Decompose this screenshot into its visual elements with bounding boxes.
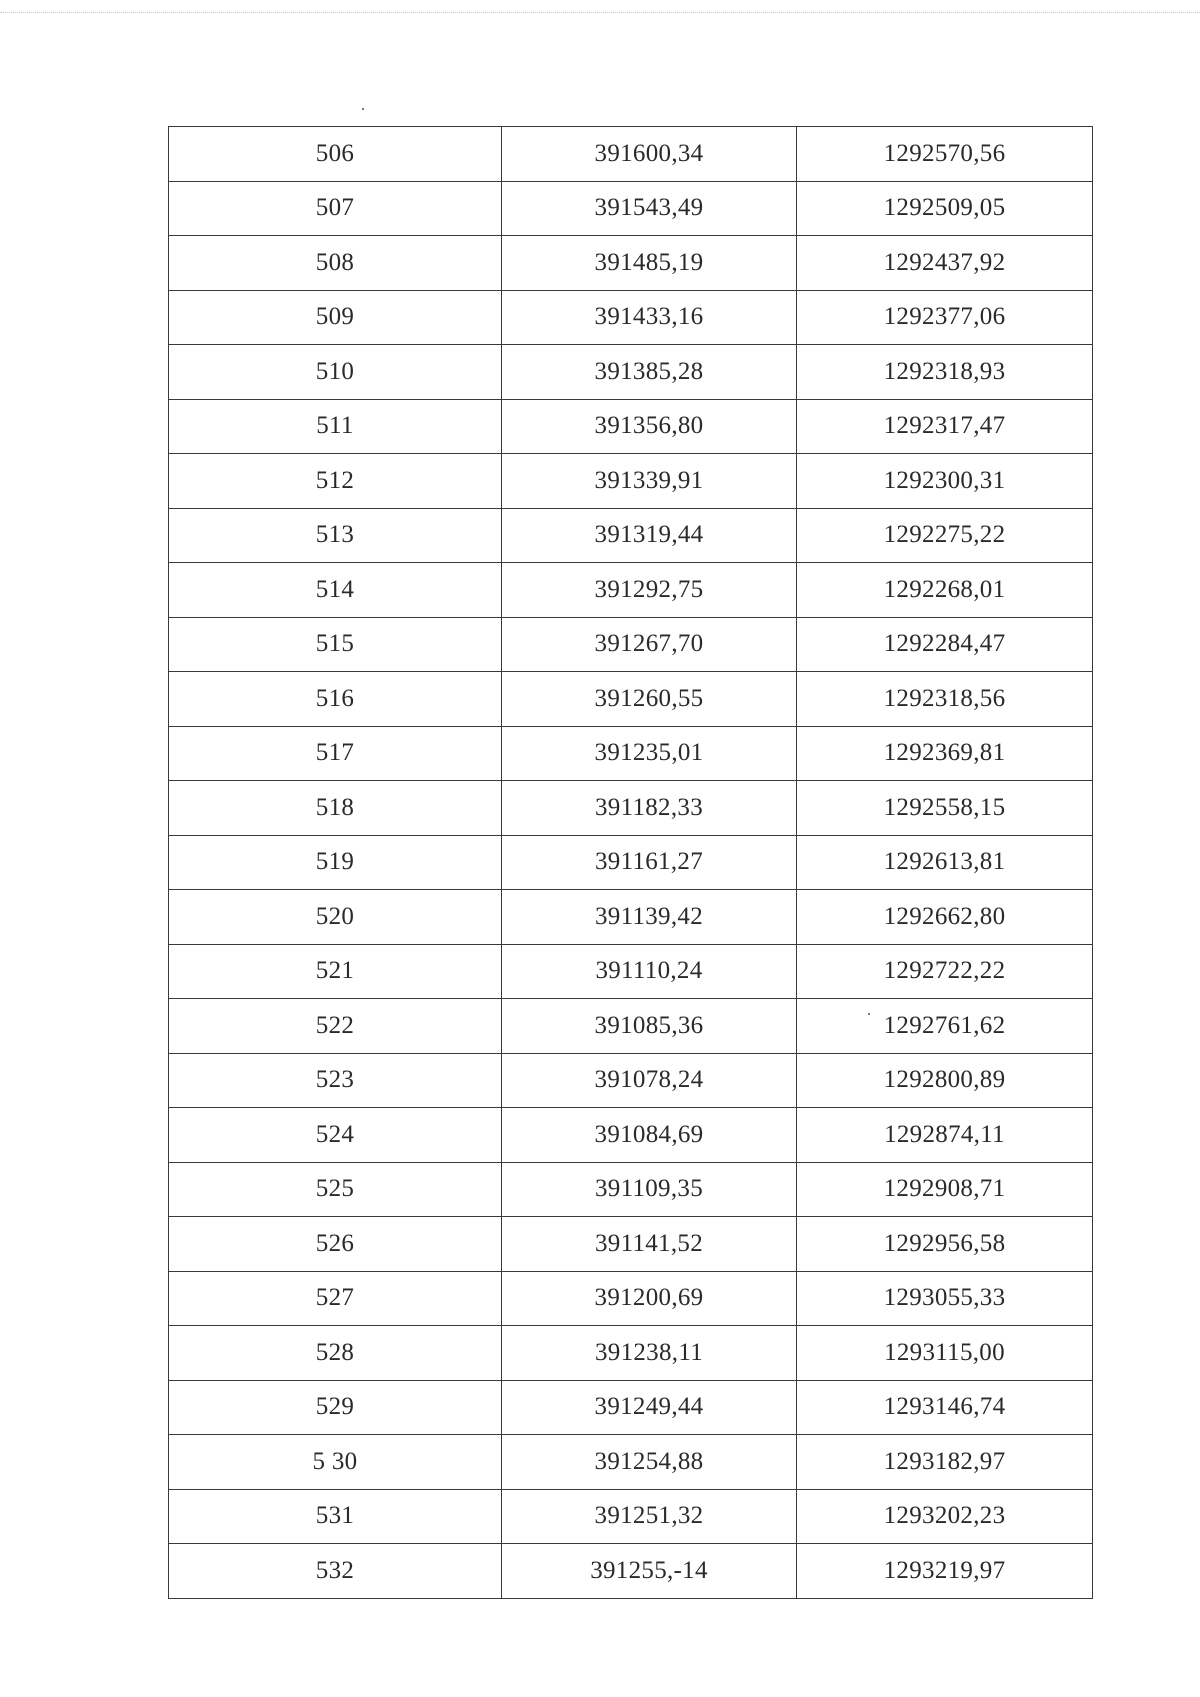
- point-number-cell: 515: [169, 617, 502, 672]
- point-number-cell: 507: [169, 181, 502, 236]
- y-coordinate-cell: 1292300,31: [797, 454, 1093, 509]
- y-coordinate-cell: 1292874,11: [797, 1108, 1093, 1163]
- point-number-cell: 509: [169, 290, 502, 345]
- point-number-cell: 513: [169, 508, 502, 563]
- x-coordinate-cell: 391600,34: [502, 127, 797, 182]
- point-number-cell: 519: [169, 835, 502, 890]
- page-top-edge: [0, 12, 1200, 13]
- point-number-cell: 522: [169, 999, 502, 1054]
- x-coordinate-cell: 391141,52: [502, 1217, 797, 1272]
- x-coordinate-cell: 391085,36: [502, 999, 797, 1054]
- y-coordinate-cell: 1292284,47: [797, 617, 1093, 672]
- point-number-cell: 531: [169, 1489, 502, 1544]
- table-row: [169, 236, 1093, 291]
- table-row: [169, 563, 1093, 618]
- stray-mark: [362, 108, 364, 110]
- table-row: [169, 399, 1093, 454]
- point-number-cell: 520: [169, 890, 502, 945]
- coordinates-table-body: [169, 127, 1093, 1599]
- x-coordinate-cell: 391339,91: [502, 454, 797, 509]
- point-number-cell: 528: [169, 1326, 502, 1381]
- point-number-cell: 527: [169, 1271, 502, 1326]
- y-coordinate-cell: 1292722,22: [797, 944, 1093, 999]
- x-coordinate-cell: 391356,80: [502, 399, 797, 454]
- x-coordinate-cell: 391254,88: [502, 1435, 797, 1490]
- table-row: [169, 1435, 1093, 1490]
- coordinates-table: [168, 126, 1093, 1599]
- point-number-cell: 516: [169, 672, 502, 727]
- x-coordinate-cell: 391385,28: [502, 345, 797, 400]
- x-coordinate-cell: 391251,32: [502, 1489, 797, 1544]
- point-number-cell: 529: [169, 1380, 502, 1435]
- point-number-cell: 512: [169, 454, 502, 509]
- table-row: [169, 890, 1093, 945]
- point-number-cell: 532: [169, 1544, 502, 1599]
- x-coordinate-cell: 391249,44: [502, 1380, 797, 1435]
- table-row: [169, 781, 1093, 836]
- x-coordinate-cell: 391182,33: [502, 781, 797, 836]
- x-coordinate-cell: 391078,24: [502, 1053, 797, 1108]
- point-number-cell: 511: [169, 399, 502, 454]
- x-coordinate-cell: 391433,16: [502, 290, 797, 345]
- point-number-cell: 523: [169, 1053, 502, 1108]
- point-number-cell: 517: [169, 726, 502, 781]
- y-coordinate-cell: 1292558,15: [797, 781, 1093, 836]
- point-number-cell: 514: [169, 563, 502, 618]
- y-coordinate-cell: 1292377,06: [797, 290, 1093, 345]
- point-number-cell: 521: [169, 944, 502, 999]
- x-coordinate-cell: 391260,55: [502, 672, 797, 727]
- table-row: [169, 672, 1093, 727]
- y-coordinate-cell: 1292317,47: [797, 399, 1093, 454]
- table-row: [169, 1544, 1093, 1599]
- table-row: [169, 1489, 1093, 1544]
- point-number-cell: 518: [169, 781, 502, 836]
- table-row: [169, 181, 1093, 236]
- y-coordinate-cell: 1293182,97: [797, 1435, 1093, 1490]
- y-coordinate-cell: 1292369,81: [797, 726, 1093, 781]
- point-number-cell: 525: [169, 1162, 502, 1217]
- y-coordinate-cell: 1292509,05: [797, 181, 1093, 236]
- y-coordinate-cell: 1292956,58: [797, 1217, 1093, 1272]
- table-row: [169, 1271, 1093, 1326]
- x-coordinate-cell: 391267,70: [502, 617, 797, 672]
- point-number-cell: 526: [169, 1217, 502, 1272]
- table-row: [169, 726, 1093, 781]
- x-coordinate-cell: 391109,35: [502, 1162, 797, 1217]
- x-coordinate-cell: 391110,24: [502, 944, 797, 999]
- x-coordinate-cell: 391543,49: [502, 181, 797, 236]
- point-number-cell: 510: [169, 345, 502, 400]
- table-row: [169, 1217, 1093, 1272]
- table-row: [169, 617, 1093, 672]
- y-coordinate-cell: 1293055,33: [797, 1271, 1093, 1326]
- table-row: [169, 1162, 1093, 1217]
- table-row: [169, 508, 1093, 563]
- point-number-cell: 524: [169, 1108, 502, 1163]
- x-coordinate-cell: 391292,75: [502, 563, 797, 618]
- table-row: [169, 1108, 1093, 1163]
- table-row: [169, 345, 1093, 400]
- y-coordinate-cell: 1292268,01: [797, 563, 1093, 618]
- x-coordinate-cell: 391161,27: [502, 835, 797, 890]
- x-coordinate-cell: 391238,11: [502, 1326, 797, 1381]
- y-coordinate-cell: 1292318,93: [797, 345, 1093, 400]
- y-coordinate-cell: 1293146,74: [797, 1380, 1093, 1435]
- y-coordinate-cell: 1292761,62: [797, 999, 1093, 1054]
- table-row: [169, 999, 1093, 1054]
- y-coordinate-cell: 1293202,23: [797, 1489, 1093, 1544]
- table-row: [169, 1380, 1093, 1435]
- table-row: [169, 1053, 1093, 1108]
- table-row: [169, 1326, 1093, 1381]
- table-row: [169, 944, 1093, 999]
- y-coordinate-cell: 1292437,92: [797, 236, 1093, 291]
- y-coordinate-cell: 1292800,89: [797, 1053, 1093, 1108]
- x-coordinate-cell: 391200,69: [502, 1271, 797, 1326]
- y-coordinate-cell: 1293219,97: [797, 1544, 1093, 1599]
- x-coordinate-cell: 391084,69: [502, 1108, 797, 1163]
- x-coordinate-cell: 391139,42: [502, 890, 797, 945]
- y-coordinate-cell: 1292908,71: [797, 1162, 1093, 1217]
- y-coordinate-cell: 1292318,56: [797, 672, 1093, 727]
- table-row: [169, 835, 1093, 890]
- table-row: [169, 127, 1093, 182]
- point-number-cell: 508: [169, 236, 502, 291]
- point-number-cell: 506: [169, 127, 502, 182]
- y-coordinate-cell: 1292613,81: [797, 835, 1093, 890]
- x-coordinate-cell: 391485,19: [502, 236, 797, 291]
- x-coordinate-cell: 391319,44: [502, 508, 797, 563]
- x-coordinate-cell: 391235,01: [502, 726, 797, 781]
- y-coordinate-cell: 1292570,56: [797, 127, 1093, 182]
- x-coordinate-cell: 391255,-14: [502, 1544, 797, 1599]
- table-row: [169, 290, 1093, 345]
- point-number-cell: 5 30: [169, 1435, 502, 1490]
- y-coordinate-cell: 1293115,00: [797, 1326, 1093, 1381]
- y-coordinate-cell: 1292662,80: [797, 890, 1093, 945]
- y-coordinate-cell: 1292275,22: [797, 508, 1093, 563]
- table-row: [169, 454, 1093, 509]
